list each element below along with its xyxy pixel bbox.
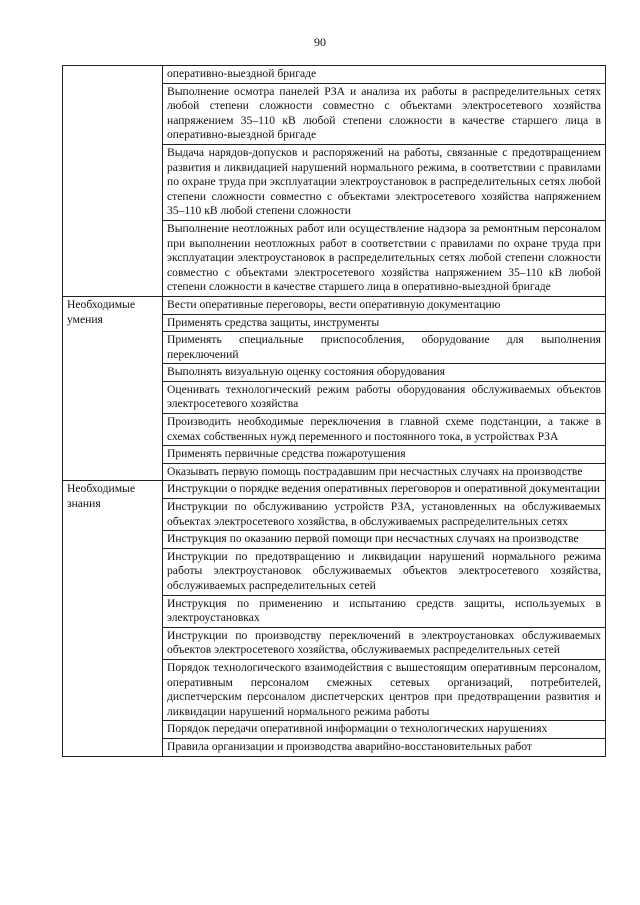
table-cell-item: Применять первичные средства пожаротушения — [163, 446, 606, 464]
table-row — [63, 66, 606, 84]
page-number: 90 — [314, 35, 326, 49]
table-cell-item: Производить необходимые переключения в главной схеме подстанции, а также в схемах собственных нужд переменного и постоянного тока, в устройствах РЗА — [163, 414, 606, 446]
table-cell-item: Оценивать технологический режим работы оборудования обслуживаемых объектов электросетевого хозяйства — [163, 381, 606, 413]
table-cell-item: Применять средства защиты, инструменты — [163, 314, 606, 332]
section-label — [63, 66, 163, 297]
table-row — [63, 296, 606, 314]
table-cell-item: Инструкция по оказанию первой помощи при несчастных случаях на производстве — [163, 531, 606, 549]
table-cell-item: Выполнение осмотра панелей РЗА и анализа их работы в распределительных сетях любой степени сложности совместно с объектами электросетевого хозяйства напряжением 35–110 кВ любой степени сложности в качестве старшего лица в оперативно-выездной бригаде — [163, 83, 606, 144]
section-label: Необходимые знания — [63, 481, 163, 756]
table-cell-item: Выполнять визуальную оценку состояния оборудования — [163, 364, 606, 382]
table-cell-item: Порядок технологического взаимодействия с вышестоящим оперативным персоналом, оперативным персоналом смежных сетевых организаций, потребителей, диспетчерским персоналом диспетчерских центров при предотвращении развития и ликвидации нарушений нормального режима работы — [163, 659, 606, 720]
table-cell-item: оперативно-выездной бригаде — [163, 66, 606, 84]
table-cell-item: Инструкции о порядке ведения оперативных переговоров и оперативной документации — [163, 481, 606, 499]
table-cell-item: Порядок передачи оперативной информации о технологических нарушениях — [163, 721, 606, 739]
competency-table-body — [63, 66, 606, 757]
table-cell-item: Инструкция по применению и испытанию средств защиты, используемых в электроустановках — [163, 595, 606, 627]
table-cell-item: Оказывать первую помощь пострадавшим при несчастных случаях на производстве — [163, 463, 606, 481]
section-label: Необходимые умения — [63, 296, 163, 481]
table-cell-item: Правила организации и производства аварийно-восстановительных работ — [163, 738, 606, 756]
table-cell-item: Вести оперативные переговоры, вести оперативную документацию — [163, 296, 606, 314]
table-cell-item: Инструкции по обслуживанию устройств РЗА, установленных на обслуживаемых объектах электросетевого хозяйства, в обслуживаемых распределительных сетях — [163, 499, 606, 531]
competency-table — [62, 65, 606, 757]
table-cell-item: Выдача нарядов-допусков и распоряжений на работы, связанные с предотвращением развития и ликвидацией нарушений нормального режима, в соответствии с правилами по охране труда при эксплуатации электроустановок в распределительных сетях любой степени сложности совместно с объектами электросетевого хозяйства напряжением 35–110 кВ любой степени сложности — [163, 144, 606, 220]
table-cell-item: Инструкции по производству переключений в электроустановках обслуживаемых объектов электросетевого хозяйства, обслуживаемых распределительных сетей — [163, 627, 606, 659]
table-cell-item: Применять специальные приспособления, оборудование для выполнения переключений — [163, 332, 606, 364]
table-cell-item: Выполнение неотложных работ или осуществление надзора за ремонтным персоналом при выполнении неотложных работ в соответствии с правилами по охране труда при эксплуатации электроустановок в распределительных сетях любой степени сложности совместно с объектами электросетевого хозяйства напряжением 35–110 кВ любой степени сложности в качестве старшего лица в оперативно-выездной бригаде — [163, 220, 606, 296]
table-row — [63, 481, 606, 499]
table-cell-item: Инструкции по предотвращению и ликвидации нарушений нормального режима работы электроустановок обслуживаемых объектов электросетевого хозяйства, обслуживаемых распределительных сетей — [163, 548, 606, 595]
